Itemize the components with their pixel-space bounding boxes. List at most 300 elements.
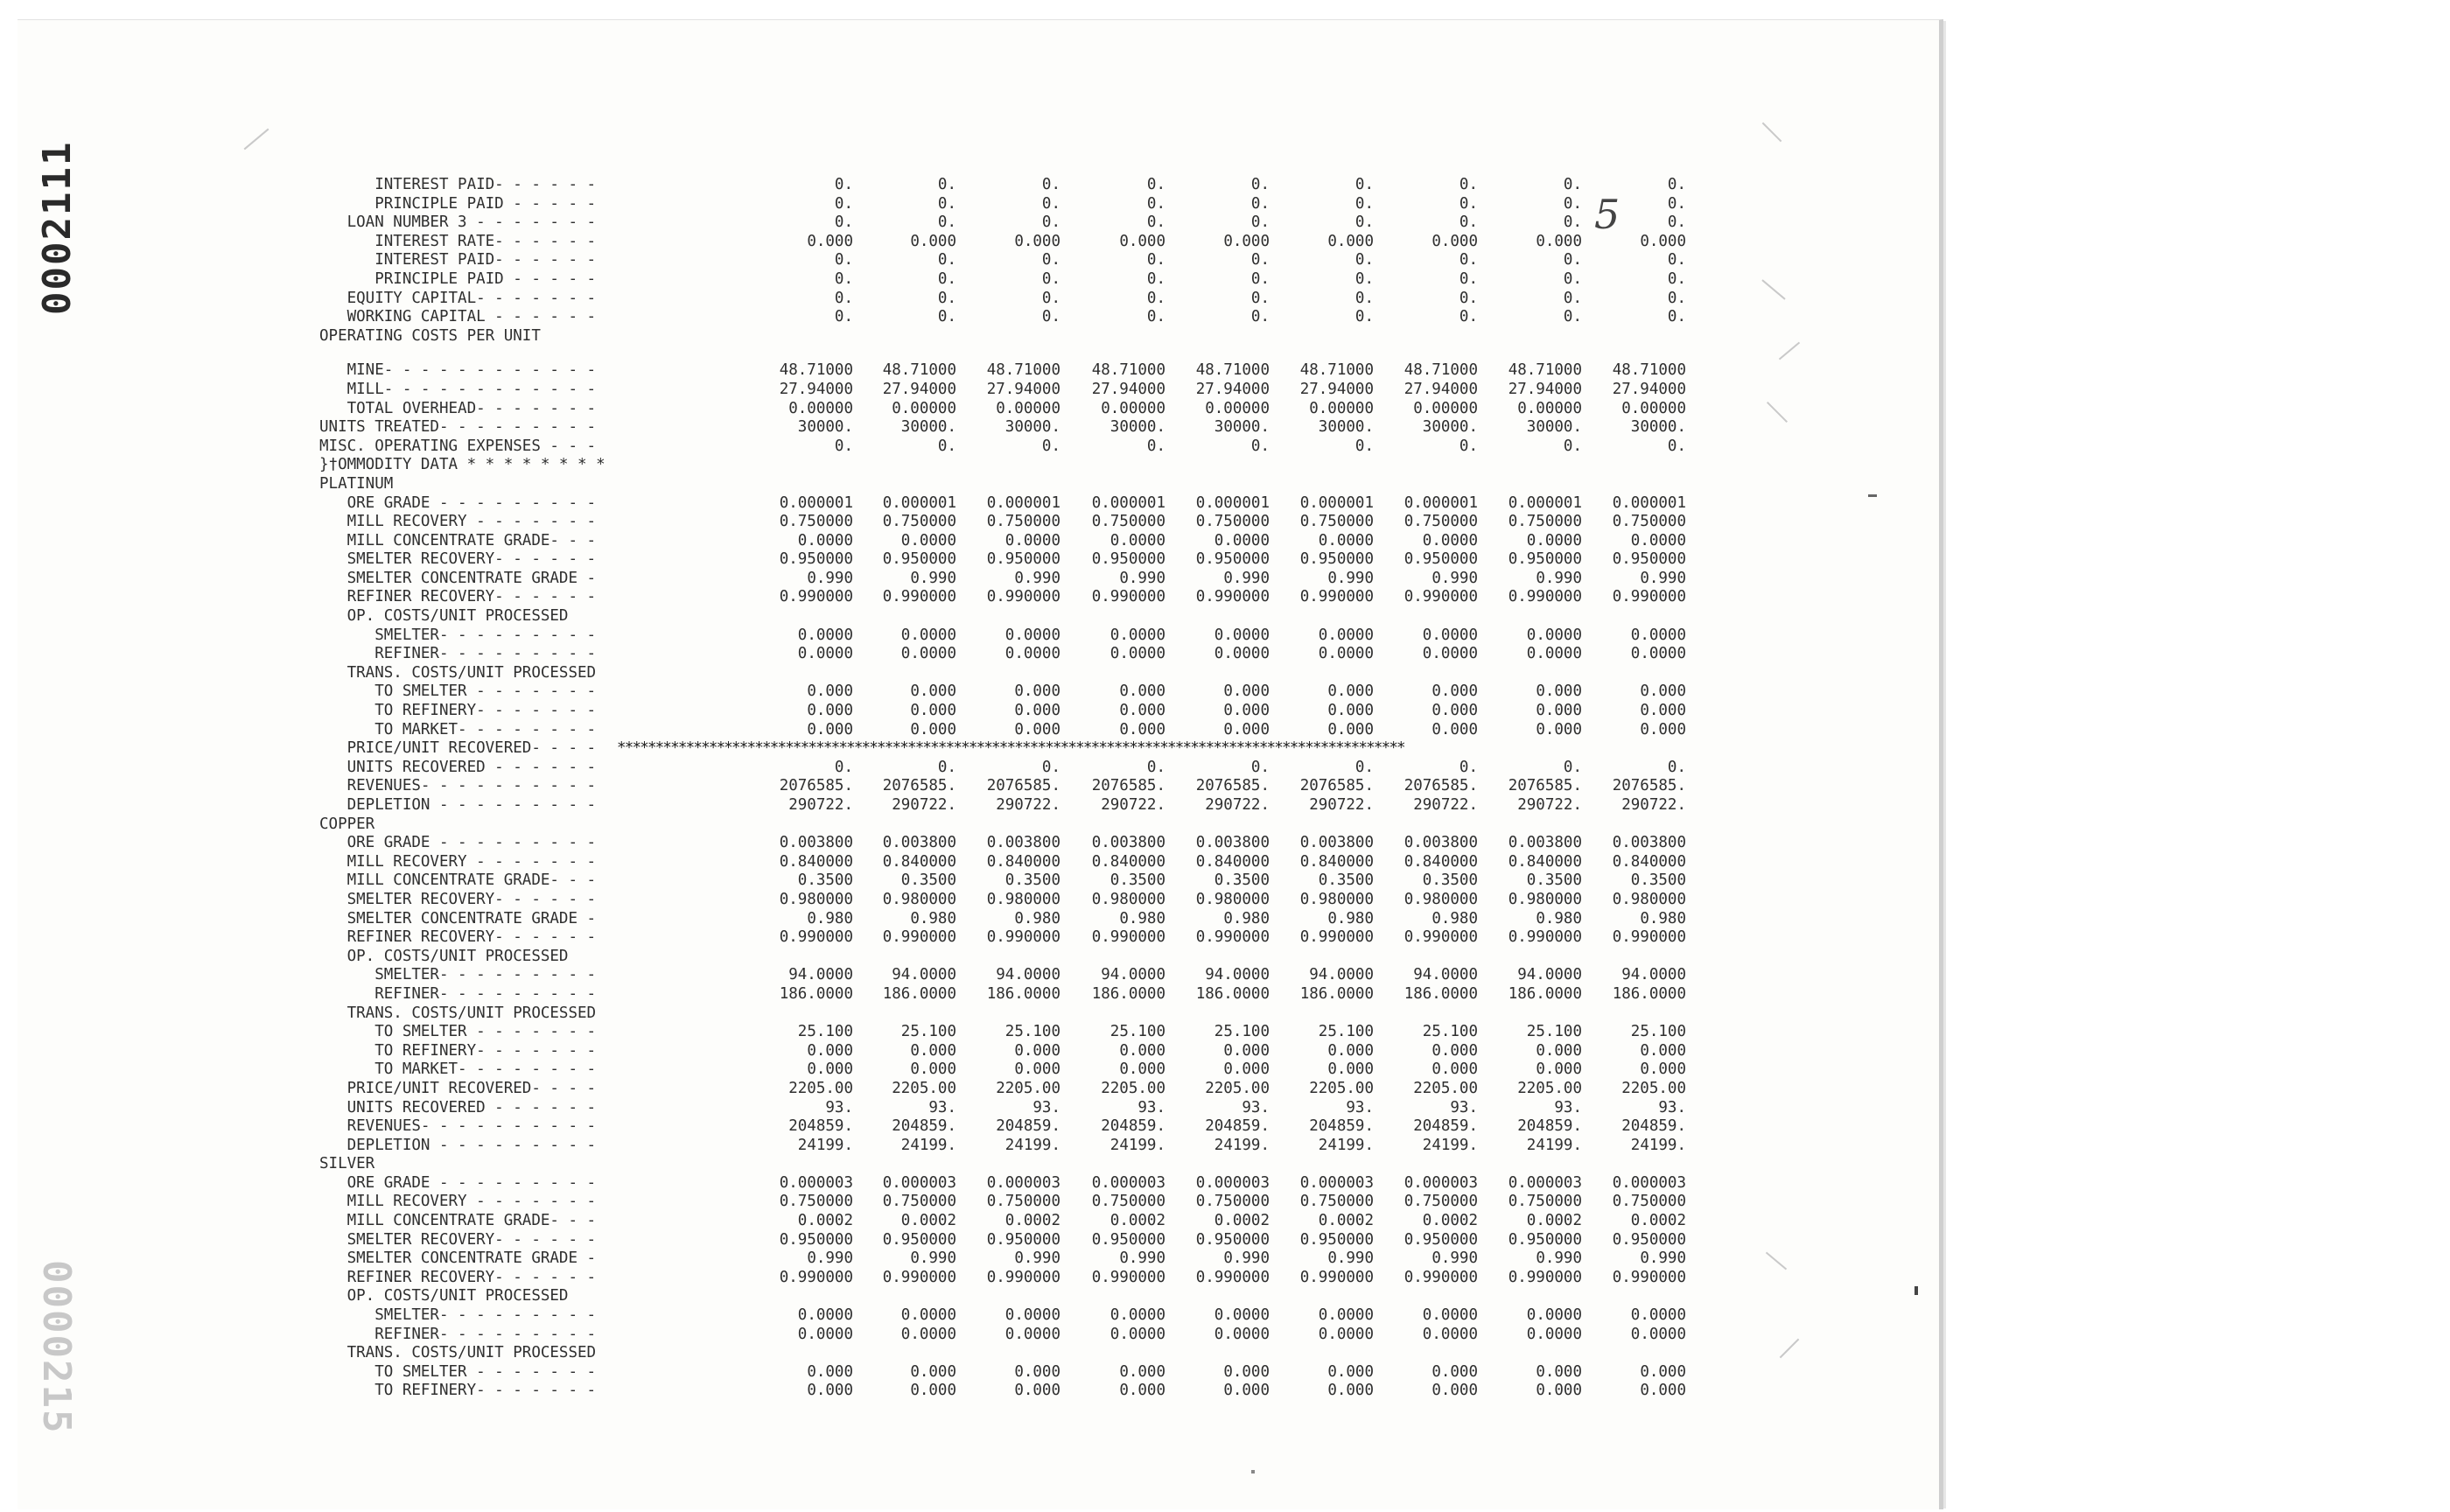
period-value: 48.71000 bbox=[1612, 361, 1686, 380]
period-value: 0.980000 bbox=[986, 890, 1060, 908]
period-value: 93. bbox=[1658, 1098, 1686, 1116]
period-value: 0.990000 bbox=[1612, 1268, 1686, 1286]
period-value: 0.000 bbox=[1327, 1362, 1374, 1381]
period-value: 0.980000 bbox=[1508, 890, 1582, 908]
period-value: 0.950000 bbox=[1508, 550, 1582, 569]
period-value: 0.980000 bbox=[1091, 890, 1166, 908]
period-value: 0.000 bbox=[1432, 1060, 1478, 1079]
period-value: 0.00000 bbox=[892, 399, 956, 417]
period-value: 204859. bbox=[892, 1117, 956, 1136]
period-value: 0. bbox=[1041, 289, 1060, 307]
period-value: 0.000003 bbox=[1195, 1173, 1270, 1192]
period-value: 0.000 bbox=[1014, 720, 1060, 738]
period-value: 0. bbox=[937, 214, 956, 232]
period-value: 0.0002 bbox=[797, 1212, 853, 1230]
period-value: 0.00000 bbox=[1309, 399, 1374, 417]
period-value: 0.000 bbox=[1432, 232, 1478, 250]
period-value: 0.990 bbox=[1014, 1250, 1060, 1268]
period-value: 0.00000 bbox=[1101, 399, 1166, 417]
period-value: 0. bbox=[937, 437, 956, 455]
period-value: 0. bbox=[1250, 194, 1270, 213]
period-value: 0.0000 bbox=[1004, 1306, 1060, 1325]
period-value: 0.000 bbox=[1432, 1382, 1478, 1400]
period-value: 0.0000 bbox=[1318, 1325, 1374, 1343]
period-value: 0.990000 bbox=[1404, 1268, 1478, 1286]
period-value: 0.0000 bbox=[797, 1306, 853, 1325]
row-label: SMELTER CONCENTRATE GRADE - bbox=[319, 1250, 597, 1268]
period-value: 0. bbox=[1563, 437, 1582, 455]
period-value: 93. bbox=[1450, 1098, 1478, 1116]
period-value: 0.000 bbox=[1432, 1362, 1478, 1381]
period-value: 204859. bbox=[1517, 1117, 1582, 1136]
row-label: WORKING CAPITAL - - - - - - bbox=[319, 308, 597, 326]
period-value: 0. bbox=[1459, 289, 1478, 307]
period-value: 0.950000 bbox=[882, 1230, 956, 1249]
period-value: 0.000 bbox=[1119, 1041, 1166, 1060]
period-value: 0.000 bbox=[1327, 682, 1374, 701]
row-label: MISC. OPERATING EXPENSES - - - bbox=[319, 437, 597, 455]
period-value: 204859. bbox=[1101, 1117, 1166, 1136]
period-value: 0.00000 bbox=[1413, 399, 1478, 417]
period-value: 0.000 bbox=[1536, 1382, 1582, 1400]
period-value: 0.000001 bbox=[1404, 494, 1478, 512]
period-value: 0.990000 bbox=[1299, 1268, 1374, 1286]
period-value: 0.000 bbox=[1014, 232, 1060, 250]
period-value: 0.3500 bbox=[1214, 872, 1270, 890]
period-value: 0. bbox=[1041, 251, 1060, 270]
period-value: 0.000 bbox=[1223, 720, 1270, 738]
row-label: TO REFINERY- - - - - - - bbox=[319, 702, 597, 720]
period-value: 25.100 bbox=[1526, 1023, 1582, 1041]
row-label: PRINCIPLE PAID - - - - - bbox=[319, 194, 597, 213]
period-value: 0.840000 bbox=[986, 852, 1060, 871]
period-value: 0.000 bbox=[1536, 1060, 1582, 1079]
period-value: 0.000 bbox=[1119, 682, 1166, 701]
period-value: 0.0002 bbox=[1004, 1212, 1060, 1230]
period-value: 0. bbox=[1563, 214, 1582, 232]
row-label: PLATINUM bbox=[319, 474, 394, 493]
period-value: 0.000003 bbox=[986, 1173, 1060, 1192]
period-value: 0.3500 bbox=[900, 872, 956, 890]
row-label: }†OMMODITY DATA * * * * * * * * bbox=[319, 456, 606, 474]
period-value: 0. bbox=[1250, 308, 1270, 326]
period-value: 0.750000 bbox=[1195, 513, 1270, 531]
period-value: 0.980 bbox=[1327, 909, 1374, 928]
period-value: 27.94000 bbox=[1195, 380, 1270, 398]
period-value: 0.000 bbox=[910, 702, 956, 720]
period-value: 0.0002 bbox=[1214, 1212, 1270, 1230]
period-value: 290722. bbox=[892, 796, 956, 814]
period-value: 0.0000 bbox=[1110, 645, 1166, 663]
period-value: 0.950000 bbox=[1195, 550, 1270, 569]
period-value: 0.3500 bbox=[1110, 872, 1166, 890]
period-value: 2205.00 bbox=[1621, 1079, 1686, 1097]
period-value: 0.000003 bbox=[1091, 1173, 1166, 1192]
period-value: 0.000 bbox=[1327, 232, 1374, 250]
period-value: 0.990 bbox=[1327, 569, 1374, 587]
period-value: 0.000003 bbox=[1508, 1173, 1582, 1192]
period-value: 0.750000 bbox=[1299, 513, 1374, 531]
period-value: 0.0002 bbox=[900, 1212, 956, 1230]
period-value: 25.100 bbox=[1318, 1023, 1374, 1041]
period-value: 0. bbox=[1354, 308, 1374, 326]
period-value: 0.990000 bbox=[1508, 588, 1582, 606]
period-value: 0.990000 bbox=[1299, 588, 1374, 606]
period-value: 0.000 bbox=[1223, 702, 1270, 720]
period-value: 0.0000 bbox=[1214, 1325, 1270, 1343]
period-value: 0. bbox=[1459, 176, 1478, 193]
period-value: 0.0000 bbox=[900, 645, 956, 663]
period-value: 2076585. bbox=[1508, 777, 1582, 795]
row-label: SMELTER CONCENTRATE GRADE - bbox=[319, 569, 597, 587]
period-value: 0. bbox=[937, 308, 956, 326]
period-value: 27.94000 bbox=[986, 380, 1060, 398]
period-value: 204859. bbox=[788, 1117, 853, 1136]
period-value: 0.000 bbox=[1014, 1041, 1060, 1060]
period-value: 0. bbox=[1146, 308, 1166, 326]
period-value: 0. bbox=[1041, 437, 1060, 455]
period-value: 25.100 bbox=[797, 1023, 853, 1041]
period-value: 0. bbox=[1667, 308, 1686, 326]
row-label: TOTAL OVERHEAD- - - - - - - bbox=[319, 399, 597, 417]
row-label: EQUITY CAPITAL- - - - - - - bbox=[319, 289, 597, 307]
row-label: REVENUES- - - - - - - - - - bbox=[319, 1117, 597, 1136]
row-label: REVENUES- - - - - - - - - - bbox=[319, 777, 597, 795]
period-value: 94.0000 bbox=[1621, 966, 1686, 984]
period-value: 204859. bbox=[1309, 1117, 1374, 1136]
period-value: 0.0000 bbox=[797, 531, 853, 550]
period-value: 0. bbox=[1146, 270, 1166, 288]
period-value: 0.0000 bbox=[1110, 531, 1166, 550]
period-value: 0. bbox=[1563, 194, 1582, 213]
period-value: 0.000 bbox=[1327, 702, 1374, 720]
period-value: 0.750000 bbox=[1508, 1193, 1582, 1211]
period-value: 0.980000 bbox=[779, 890, 853, 908]
row-label: REFINER- - - - - - - - - bbox=[319, 645, 597, 663]
period-value: 0. bbox=[1354, 194, 1374, 213]
period-value: 0. bbox=[1250, 289, 1270, 307]
period-value: 2076585. bbox=[1299, 777, 1374, 795]
period-value: 0.0002 bbox=[1318, 1212, 1374, 1230]
period-value: 0.0000 bbox=[1422, 1325, 1478, 1343]
period-value: 0. bbox=[1354, 289, 1374, 307]
period-value: 0. bbox=[1354, 214, 1374, 232]
period-value: 0.0000 bbox=[1630, 645, 1686, 663]
period-value: 0.003800 bbox=[1091, 834, 1166, 852]
period-value: 0.980000 bbox=[1612, 890, 1686, 908]
period-value: 0.980 bbox=[910, 909, 956, 928]
period-value: 0.000001 bbox=[882, 494, 956, 512]
period-value: 0.0000 bbox=[1004, 531, 1060, 550]
period-value: 0. bbox=[937, 758, 956, 776]
period-value: 0.0000 bbox=[900, 1306, 956, 1325]
period-value: 27.94000 bbox=[1508, 380, 1582, 398]
period-value: 186.0000 bbox=[882, 984, 956, 1003]
period-value: 0.990 bbox=[807, 1250, 853, 1268]
period-value: 0. bbox=[1041, 270, 1060, 288]
row-label: REFINER- - - - - - - - - bbox=[319, 1325, 597, 1343]
row-label: LOAN NUMBER 3 - - - - - - - bbox=[319, 214, 597, 232]
period-value: 0.003800 bbox=[882, 834, 956, 852]
period-value: 0. bbox=[834, 194, 853, 213]
period-value: 93. bbox=[825, 1098, 853, 1116]
period-value: 0.000 bbox=[1223, 1041, 1270, 1060]
row-label: SMELTER RECOVERY- - - - - - bbox=[319, 550, 597, 569]
overflow-asterisks: ******************************************************************************************************* bbox=[617, 739, 1404, 758]
period-value: 0.3500 bbox=[1630, 872, 1686, 890]
period-value: 0.000 bbox=[1536, 682, 1582, 701]
period-value: 0.000003 bbox=[1612, 1173, 1686, 1192]
period-value: 0.990000 bbox=[1404, 588, 1478, 606]
row-label: OP. COSTS/UNIT PROCESSED bbox=[319, 1287, 569, 1306]
period-value: 186.0000 bbox=[1091, 984, 1166, 1003]
period-value: 48.71000 bbox=[1195, 361, 1270, 380]
period-value: 2076585. bbox=[882, 777, 956, 795]
period-value: 0.0000 bbox=[1526, 1306, 1582, 1325]
period-value: 0.990 bbox=[1119, 569, 1166, 587]
period-value: 48.71000 bbox=[882, 361, 956, 380]
period-value: 0. bbox=[834, 289, 853, 307]
period-value: 27.94000 bbox=[779, 380, 853, 398]
period-value: 0. bbox=[937, 251, 956, 270]
period-value: 0.750000 bbox=[1404, 1193, 1478, 1211]
period-value: 0.950000 bbox=[1091, 550, 1166, 569]
period-value: 0. bbox=[1146, 251, 1166, 270]
period-value: 0.000 bbox=[1536, 232, 1582, 250]
period-value: 0.0002 bbox=[1110, 1212, 1166, 1230]
period-value: 0.990000 bbox=[779, 1268, 853, 1286]
period-value: 2076585. bbox=[986, 777, 1060, 795]
period-value: 0.000 bbox=[1223, 1060, 1270, 1079]
period-value: 0.950000 bbox=[779, 1230, 853, 1249]
period-value: 0.000 bbox=[1536, 1362, 1582, 1381]
period-value: 0. bbox=[1667, 176, 1686, 193]
period-value: 0.840000 bbox=[1195, 852, 1270, 871]
period-value: 0. bbox=[1146, 758, 1166, 776]
row-label: MILL CONCENTRATE GRADE- - - bbox=[319, 1212, 597, 1230]
document-stamp-bottom bbox=[35, 1435, 88, 1480]
row-label: UNITS TREATED- - - - - - - - - bbox=[319, 418, 597, 437]
period-value: 0. bbox=[1459, 308, 1478, 326]
period-value: 0.980 bbox=[1536, 909, 1582, 928]
period-value: 0. bbox=[1354, 251, 1374, 270]
row-label: SMELTER- - - - - - - - - bbox=[319, 626, 597, 644]
period-value: 0.000 bbox=[807, 1041, 853, 1060]
period-value: 0.3500 bbox=[1004, 872, 1060, 890]
period-value: 0.0000 bbox=[1630, 1325, 1686, 1343]
period-value: 0.000003 bbox=[1404, 1173, 1478, 1192]
period-value: 0.000003 bbox=[779, 1173, 853, 1192]
row-label: ORE GRADE - - - - - - - - - bbox=[319, 834, 597, 852]
period-value: 2076585. bbox=[1612, 777, 1686, 795]
period-value: 2205.00 bbox=[1101, 1079, 1166, 1097]
period-value: 0.980000 bbox=[1404, 890, 1478, 908]
period-value: 0. bbox=[1354, 437, 1374, 455]
period-value: 0. bbox=[1459, 758, 1478, 776]
period-value: 2205.00 bbox=[788, 1079, 853, 1097]
row-label: OP. COSTS/UNIT PROCESSED bbox=[319, 947, 569, 965]
period-value: 0.3500 bbox=[1318, 872, 1374, 890]
period-value: 0.990000 bbox=[1195, 1268, 1270, 1286]
period-value: 0.990000 bbox=[1091, 588, 1166, 606]
period-value: 0.950000 bbox=[1404, 1230, 1478, 1249]
period-value: 2205.00 bbox=[892, 1079, 956, 1097]
period-value: 0.003800 bbox=[1299, 834, 1374, 852]
period-value: 24199. bbox=[1110, 1136, 1166, 1154]
period-value: 0.000 bbox=[1432, 1041, 1478, 1060]
period-value: 0.990 bbox=[1536, 569, 1582, 587]
period-value: 0.000 bbox=[807, 682, 853, 701]
period-value: 0.840000 bbox=[1404, 852, 1478, 871]
period-value: 0.980000 bbox=[1195, 890, 1270, 908]
period-value: 0.750000 bbox=[1091, 513, 1166, 531]
period-value: 0.000001 bbox=[986, 494, 1060, 512]
period-value: 0.0000 bbox=[797, 645, 853, 663]
period-value: 0.000 bbox=[1327, 1060, 1374, 1079]
period-value: 0. bbox=[1250, 270, 1270, 288]
period-value: 93. bbox=[1554, 1098, 1582, 1116]
row-label: INTEREST RATE- - - - - - bbox=[319, 232, 597, 250]
period-value: 0.00000 bbox=[788, 399, 853, 417]
period-value: 0.950000 bbox=[1195, 1230, 1270, 1249]
period-value: 0.0000 bbox=[900, 626, 956, 644]
page-edge-shadow bbox=[1943, 21, 1946, 1508]
period-value: 0. bbox=[1563, 176, 1582, 193]
period-value: 0.950000 bbox=[1612, 1230, 1686, 1249]
period-value: 0.000 bbox=[910, 1362, 956, 1381]
period-value: 0. bbox=[1354, 176, 1374, 193]
period-value: 0. bbox=[937, 289, 956, 307]
period-value: 27.94000 bbox=[1404, 380, 1478, 398]
period-value: 0.950000 bbox=[1299, 1230, 1374, 1249]
period-value: 0.000 bbox=[1119, 702, 1166, 720]
period-value: 0.003800 bbox=[986, 834, 1060, 852]
period-value: 186.0000 bbox=[1612, 984, 1686, 1003]
period-value: 2076585. bbox=[779, 777, 853, 795]
period-value: 0.840000 bbox=[1508, 852, 1582, 871]
row-label: SMELTER RECOVERY- - - - - - bbox=[319, 890, 597, 908]
period-value: 0.750000 bbox=[882, 513, 956, 531]
period-value: 0.3500 bbox=[1526, 872, 1582, 890]
row-label: REFINER RECOVERY- - - - - - bbox=[319, 928, 597, 947]
period-value: 186.0000 bbox=[1195, 984, 1270, 1003]
row-label: MINE- - - - - - - - - - - - bbox=[319, 361, 597, 380]
period-value: 0.750000 bbox=[986, 513, 1060, 531]
period-value: 0.950000 bbox=[779, 550, 853, 569]
period-value: 0.00000 bbox=[1205, 399, 1270, 417]
period-value: 0.0000 bbox=[1214, 626, 1270, 644]
period-value: 0.0000 bbox=[1110, 1306, 1166, 1325]
period-value: 0.990000 bbox=[986, 928, 1060, 947]
period-value: 186.0000 bbox=[1299, 984, 1374, 1003]
period-value: 0.000 bbox=[1014, 1060, 1060, 1079]
period-value: 0.000 bbox=[1014, 1382, 1060, 1400]
period-value: 0. bbox=[1563, 308, 1582, 326]
period-value: 0.000 bbox=[1223, 232, 1270, 250]
period-value: 0.000 bbox=[1014, 702, 1060, 720]
period-value: 27.94000 bbox=[1612, 380, 1686, 398]
period-value: 0.0000 bbox=[1526, 531, 1582, 550]
period-value: 0.750000 bbox=[779, 1193, 853, 1211]
period-value: 0.0000 bbox=[1318, 1306, 1374, 1325]
period-value: 0.000 bbox=[1119, 720, 1166, 738]
period-value: 186.0000 bbox=[1404, 984, 1478, 1003]
period-value: 0.750000 bbox=[1612, 513, 1686, 531]
period-value: 2076585. bbox=[1091, 777, 1166, 795]
period-value: 0.840000 bbox=[882, 852, 956, 871]
period-value: 0.000 bbox=[1327, 720, 1374, 738]
period-value: 0.000 bbox=[1640, 682, 1686, 701]
period-value: 0. bbox=[1667, 270, 1686, 288]
period-value: 30000. bbox=[797, 418, 853, 437]
period-value: 0.000 bbox=[1640, 1382, 1686, 1400]
period-value: 94.0000 bbox=[788, 966, 853, 984]
period-value: 0.750000 bbox=[1508, 513, 1582, 531]
period-value: 0. bbox=[1041, 194, 1060, 213]
period-value: 94.0000 bbox=[1101, 966, 1166, 984]
period-value: 0.980 bbox=[1014, 909, 1060, 928]
period-value: 0.990000 bbox=[779, 588, 853, 606]
period-value: 0.003800 bbox=[1612, 834, 1686, 852]
period-value: 0. bbox=[1667, 758, 1686, 776]
period-value: 0. bbox=[834, 214, 853, 232]
period-value: 0. bbox=[1146, 194, 1166, 213]
period-value: 0. bbox=[1667, 214, 1686, 232]
period-value: 290722. bbox=[788, 796, 853, 814]
period-value: 0.990000 bbox=[882, 1268, 956, 1286]
period-value: 24199. bbox=[1004, 1136, 1060, 1154]
row-label: TO SMELTER - - - - - - - bbox=[319, 682, 597, 701]
period-value: 290722. bbox=[1621, 796, 1686, 814]
period-value: 204859. bbox=[1621, 1117, 1686, 1136]
period-value: 30000. bbox=[900, 418, 956, 437]
row-label: SMELTER CONCENTRATE GRADE - bbox=[319, 909, 597, 928]
period-value: 0. bbox=[1667, 251, 1686, 270]
period-value: 0.980 bbox=[807, 909, 853, 928]
period-value: 0.750000 bbox=[1612, 1193, 1686, 1211]
period-value: 25.100 bbox=[900, 1023, 956, 1041]
period-value: 0.000 bbox=[1327, 1041, 1374, 1060]
period-value: 2205.00 bbox=[1413, 1079, 1478, 1097]
period-value: 0.990 bbox=[910, 1250, 956, 1268]
period-value: 0.990000 bbox=[1508, 928, 1582, 947]
period-value: 0. bbox=[1459, 437, 1478, 455]
period-value: 0.000 bbox=[910, 720, 956, 738]
period-value: 0. bbox=[834, 176, 853, 193]
period-value: 0.000 bbox=[1640, 1362, 1686, 1381]
period-value: 0.0000 bbox=[1318, 626, 1374, 644]
period-value: 25.100 bbox=[1004, 1023, 1060, 1041]
period-value: 0.000001 bbox=[1091, 494, 1166, 512]
period-value: 94.0000 bbox=[1309, 966, 1374, 984]
period-value: 93. bbox=[1032, 1098, 1060, 1116]
period-value: 30000. bbox=[1318, 418, 1374, 437]
period-value: 25.100 bbox=[1214, 1023, 1270, 1041]
period-value: 0.00000 bbox=[1621, 399, 1686, 417]
period-value: 30000. bbox=[1630, 418, 1686, 437]
period-value: 0.0000 bbox=[1110, 1325, 1166, 1343]
period-value: 2205.00 bbox=[1309, 1079, 1374, 1097]
period-value: 0.000001 bbox=[779, 494, 853, 512]
period-value: 0. bbox=[1459, 251, 1478, 270]
row-label: TO MARKET- - - - - - - - bbox=[319, 1060, 597, 1079]
period-value: 0.0000 bbox=[1004, 645, 1060, 663]
period-value: 0.000 bbox=[1640, 702, 1686, 720]
period-value: 0.003800 bbox=[1195, 834, 1270, 852]
period-value: 0.000 bbox=[807, 720, 853, 738]
period-value: 0. bbox=[1563, 758, 1582, 776]
period-value: 0.980 bbox=[1640, 909, 1686, 928]
